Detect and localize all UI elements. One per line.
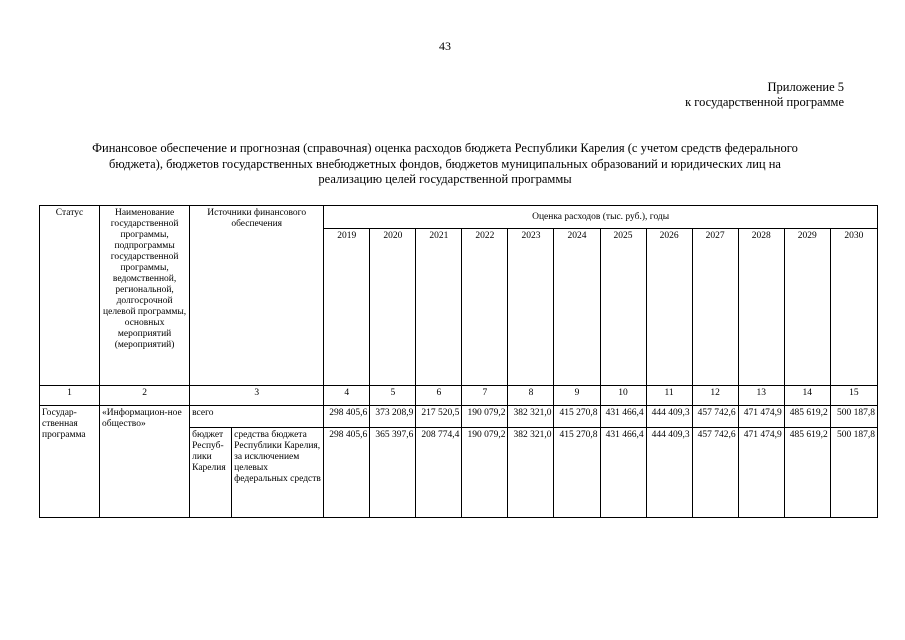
column-number: 15 [830, 386, 877, 406]
column-number: 8 [508, 386, 554, 406]
value-cell: 500 187,8 [830, 428, 877, 518]
value-cell: 415 270,8 [554, 428, 600, 518]
value-cell: 190 079,2 [462, 406, 508, 428]
value-cell: 190 079,2 [462, 428, 508, 518]
column-number: 13 [738, 386, 784, 406]
page-number: 43 [439, 39, 451, 53]
header-estimate: Оценка расходов (тыс. руб.), годы [324, 206, 878, 229]
header-name: Наименование государственной программы, подпрограммы государственной программы, ведомственной, региональной, долгосрочной целевой программы, основных мероприятий (мероприятий) [100, 206, 190, 386]
column-number: 3 [190, 386, 324, 406]
column-number: 2 [100, 386, 190, 406]
value-cell: 485 619,2 [784, 406, 830, 428]
year-header: 2024 [554, 229, 600, 386]
source-detail-cell: средства бюджета Республики Карелия, за исключением целевых федеральных средств [232, 428, 324, 518]
title-line-2: бюджета), бюджетов государственных внебюджетных фондов, бюджетов муниципальных образований и юридических лиц на [109, 156, 781, 171]
year-header: 2029 [784, 229, 830, 386]
year-header: 2025 [600, 229, 646, 386]
value-cell: 208 774,4 [416, 428, 462, 518]
year-header: 2022 [462, 229, 508, 386]
column-number: 12 [692, 386, 738, 406]
value-cell: 382 321,0 [508, 428, 554, 518]
year-header: 2023 [508, 229, 554, 386]
column-number: 1 [40, 386, 100, 406]
year-header: 2021 [416, 229, 462, 386]
value-cell: 471 474,9 [738, 406, 784, 428]
column-number: 9 [554, 386, 600, 406]
year-header: 2028 [738, 229, 784, 386]
status-cell: Государ-ственная программа [40, 406, 100, 518]
value-cell: 500 187,8 [830, 406, 877, 428]
column-number: 5 [370, 386, 416, 406]
value-cell: 457 742,6 [692, 406, 738, 428]
value-cell: 217 520,5 [416, 406, 462, 428]
program-name-cell: «Информацион-ное общество» [100, 406, 190, 518]
column-number: 10 [600, 386, 646, 406]
value-cell: 471 474,9 [738, 428, 784, 518]
value-cell: 485 619,2 [784, 428, 830, 518]
value-cell: 431 466,4 [600, 406, 646, 428]
value-cell: 457 742,6 [692, 428, 738, 518]
appendix-line-2: к государственной программе [685, 95, 844, 109]
value-cell: 298 405,6 [324, 406, 370, 428]
document-title [30, 141, 860, 188]
title-line-3: реализацию целей государственной программы [318, 172, 572, 186]
value-cell: 415 270,8 [554, 406, 600, 428]
value-cell: 444 409,3 [646, 428, 692, 518]
appendix-line-1: Приложение 5 [767, 80, 844, 94]
title-line-1: Финансовое обеспечение и прогнозная (справочная) оценка расходов бюджета Республики Карелия (с учетом средств федерального [92, 141, 798, 155]
year-header: 2030 [830, 229, 877, 386]
year-header: 2026 [646, 229, 692, 386]
value-cell: 373 208,9 [370, 406, 416, 428]
header-status: Статус [40, 206, 100, 386]
column-number: 6 [416, 386, 462, 406]
year-header: 2027 [692, 229, 738, 386]
value-cell: 365 397,6 [370, 428, 416, 518]
value-cell: 298 405,6 [324, 428, 370, 518]
source-total-cell: всего [190, 406, 324, 428]
column-number: 11 [646, 386, 692, 406]
year-header: 2019 [324, 229, 370, 386]
source-budget-cell: бюджет Респуб-лики Карелия [190, 428, 232, 518]
column-number: 4 [324, 386, 370, 406]
column-number: 14 [784, 386, 830, 406]
appendix-note [685, 80, 844, 110]
value-cell: 444 409,3 [646, 406, 692, 428]
value-cell: 431 466,4 [600, 428, 646, 518]
financing-table [39, 205, 878, 518]
column-number: 7 [462, 386, 508, 406]
header-sources: Источники финансового обеспечения [190, 206, 324, 386]
year-header: 2020 [370, 229, 416, 386]
value-cell: 382 321,0 [508, 406, 554, 428]
